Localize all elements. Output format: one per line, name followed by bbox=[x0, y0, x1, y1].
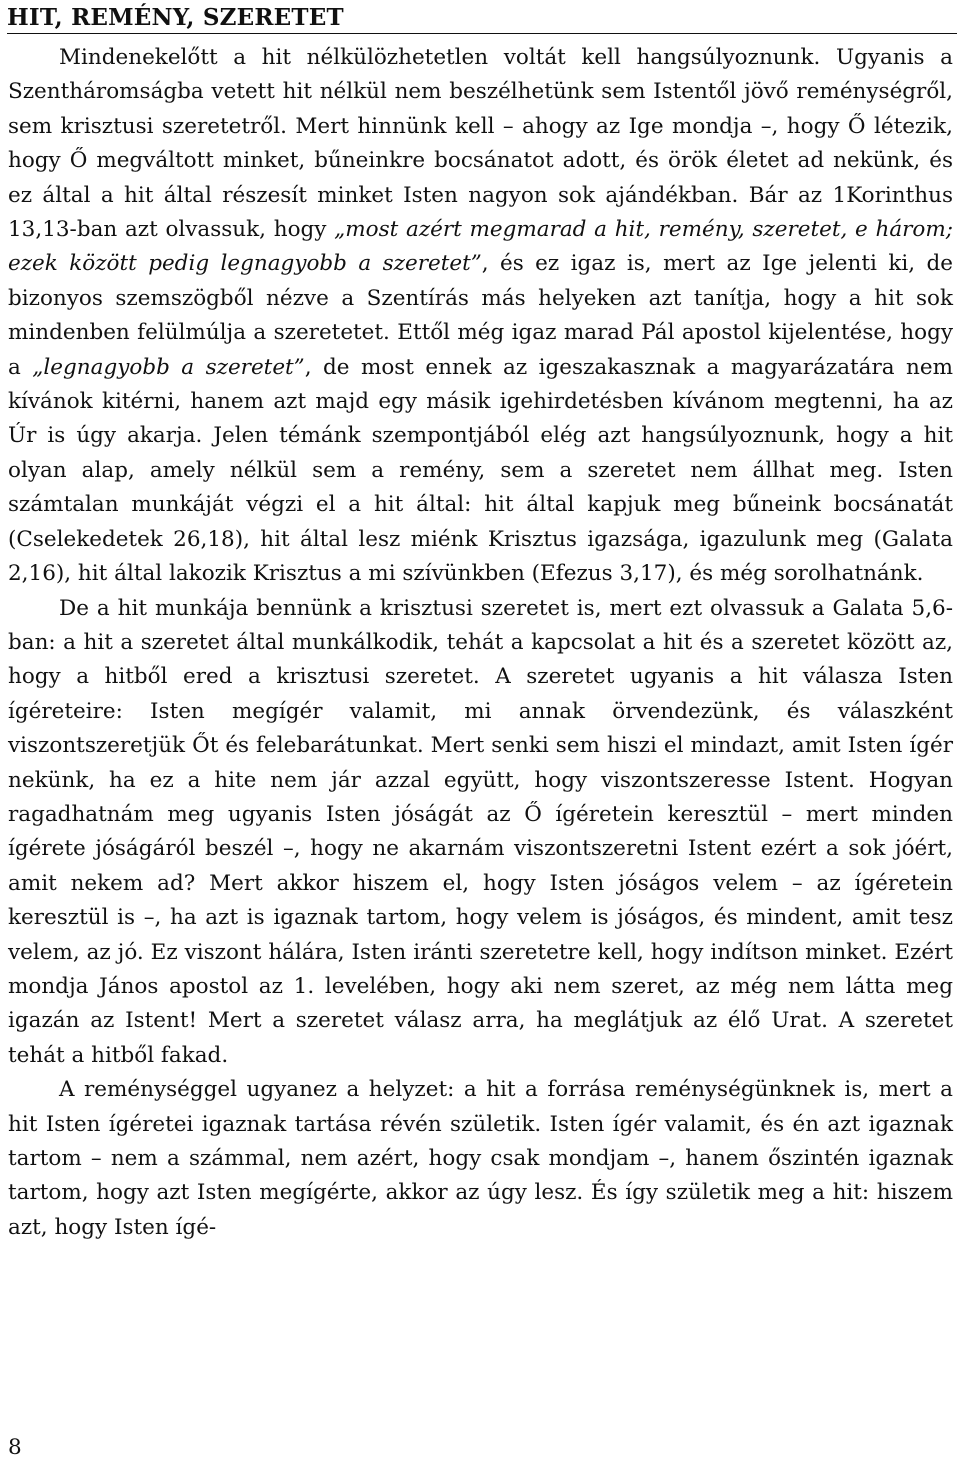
body-text bbox=[8, 41, 953, 1245]
quote-greatest-is-love: „legnagyobb a szeretet” bbox=[32, 354, 305, 380]
paragraph-3 bbox=[8, 1073, 953, 1245]
paragraph-1-text: , és ez igaz is, mert az Ige jelenti ki, de bizonyos szemszögből nézve a Szentírás más helyeken azt tanítja, hogy a hit sok mindenben felülmúlja a szeretetet. Ettől még igaz marad Pál apostol kijelentése, hogy a bbox=[8, 251, 953, 380]
paragraph-3-text: A reménységgel ugyanez a helyzet: a hit a forrása reménységünknek is, mert a hit Isten ígéretei igaznak tartása révén születik. Isten ígér valamit, és én azt igaznak tartom – nem a számmal, nem azért, hogy csak mondjam –, hanem őszintén igaznak tartom, hogy azt Isten megígérte, akkor az úgy lesz. És így születik meg a hit: hiszem azt, hogy Isten ígé- bbox=[8, 1077, 953, 1240]
page-header bbox=[7, 2, 957, 34]
page-title: HIT, REMÉNY, SZERETET bbox=[7, 4, 344, 31]
paragraph-1 bbox=[8, 41, 953, 592]
quote-1corinthians: „most azért megmarad a hit, remény, szeretet, e három; ezek között pedig legnagyobb a szeretet” bbox=[8, 217, 953, 277]
paragraph-1-text: Mindenekelőtt a hit nélkülözhetetlen voltát kell hangsúlyoznunk. Ugyanis a Szentháromságba vetett hit nélkül nem beszélhetünk sem Istentől jövő reménységről, sem krisztusi szeretetről. Mert hinnünk kell – ahogy az Ige mondja –, hogy Ő létezik, hogy Ő megváltott minket, bűneinkre bocsánatot adott, és örök életet ad nekünk, és ez által a hit által részesít minket Isten nagyon sok ajándékban. Bár az 1Korinthus 13,13-ban azt olvassuk, hogy bbox=[8, 45, 953, 243]
page-number: 8 bbox=[8, 1435, 22, 1460]
paragraph-2-text: De a hit munkája bennünk a krisztusi szeretet is, mert ezt olvassuk a Galata 5,6-ban: a hit a szeretet által munkálkodik, tehát a kapcsolat a hit és a szeretet között az, hogy a hitből ered a krisztusi szeretet. A szeretet ugyanis a hit válasza Isten ígéreteire: Isten megígér valamit, mi annak örvendezünk, és válaszként viszontszeretjük Őt és felebarátunkat. Mert senki sem hiszi el mindazt, amit Isten ígér nekünk, ha ez a hite nem jár azzal együtt, hogy viszontszeresse Istent. Hogyan ragadhatnám meg ugyanis Isten jóságát az Ő ígéretein keresztül – mert minden ígérete jóságáról beszél –, hogy ne akarnám viszontszeretni Istent ezért a sok jóért, amit nekem ad? Mert akkor hiszem el, hogy Isten jóságos velem – az ígéretein keresztül is –, ha azt is igaznak tartom, hogy velem is jóságos, és mindent, amit tesz velem, az jó. Ez viszont hálára, Isten iránti szeretetre kell, hogy indítson minket. Ezért mondja János apostol az 1. levelében, hogy aki nem szeret, az még nem látta meg igazán az Istent! Mert a szeretet válasz arra, ha meglátjuk az élő Urat. A szeretet tehát a hitből fakad. bbox=[8, 595, 953, 1068]
paragraph-2 bbox=[8, 592, 953, 1074]
paragraph-1-text: , de most ennek az igeszakasznak a magyarázatára nem kívánok kitérni, hanem azt majd egy másik igehirdetésben kívánom megtenni, ha az Úr is úgy akarja. Jelen témánk szempontjából elég azt hangsúlyoznunk, hogy a hit olyan alap, amely nélkül sem a remény, sem a szeretet nem állhat meg. Isten számtalan munkáját végzi el a hit által: hit által kapjuk meg bűneink bocsánatát (Cselekedetek 26,18), hit által lesz miénk Krisztus igazsága, igazulunk meg (Galata 2,16), hit által lakozik Krisztus a mi szívünkben (Efezus 3,17), és még sorolhatnánk. bbox=[8, 354, 954, 587]
